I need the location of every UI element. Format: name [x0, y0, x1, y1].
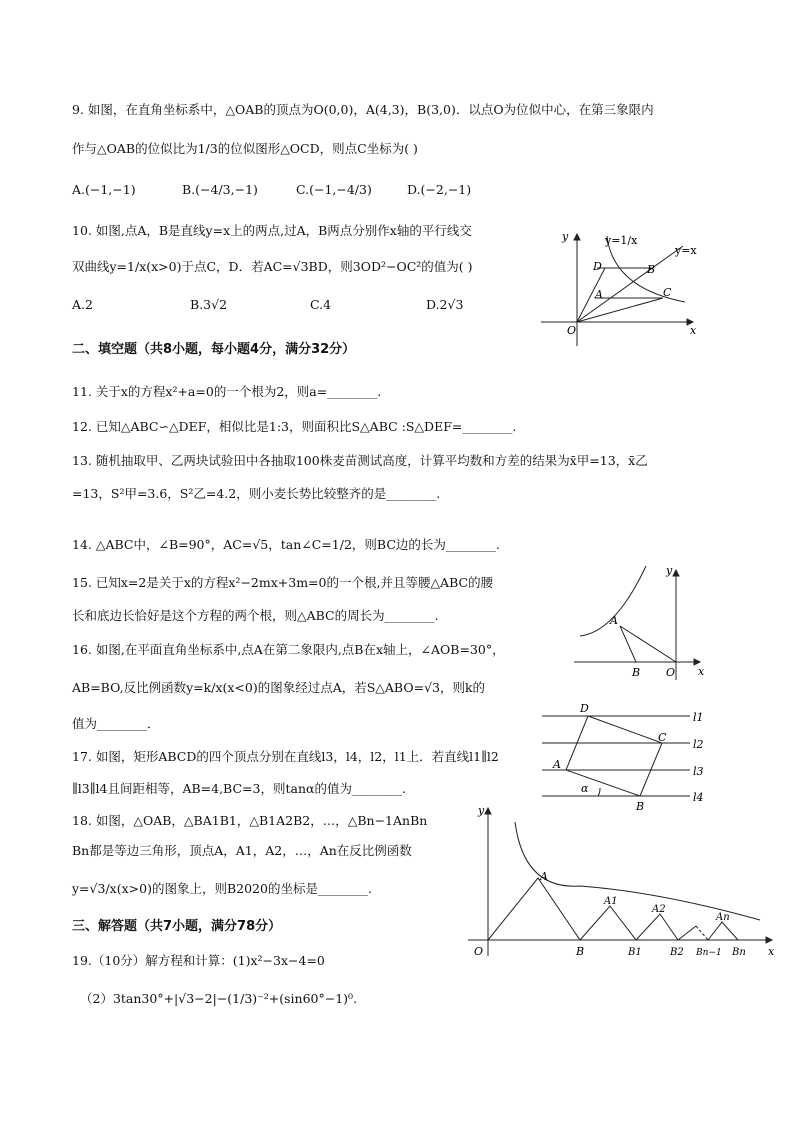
q10-d-label: D: [593, 260, 602, 273]
q18-b2-label: B2: [670, 947, 684, 958]
q18-line2: Bn都是等边三角形，顶点A，A1，A2，…，An在反比例函数: [72, 843, 412, 858]
q18-dashed-segment: [696, 926, 708, 940]
q18-a2-label: A2: [652, 904, 666, 915]
q10-segment-oc: [577, 298, 663, 322]
q16-x-label: x: [698, 665, 705, 678]
q17-figure: [538, 698, 718, 816]
q10-c-label: C: [663, 286, 672, 299]
q15-line1: 15. 已知x=2是关于x的方程x²−2mx+3m=0的一个根,并且等腰△ABC的腰: [72, 575, 494, 590]
q17-l2-label: l2: [693, 738, 704, 751]
q13-line1: 13. 随机抽取甲、乙两块试验田中各抽取100株麦苗测试高度，计算平均数和方差的结果为x̄甲=13，x̄乙: [72, 453, 648, 468]
q12: 12. 已知△ABC∽△DEF，相似比是1:3，则面积比S△ABC :S△DEF=________.: [72, 419, 517, 434]
q18-triangle-oab: [488, 878, 580, 940]
q10-option-b: B.3√2: [190, 297, 228, 312]
q10-a-label: A: [595, 288, 603, 301]
q10-curve-label: y=1/x: [605, 234, 638, 247]
q18-y-label: y: [478, 804, 485, 817]
q17-l3-label: l3: [693, 765, 704, 778]
q16-figure: [570, 562, 715, 684]
q18-triangle-b1a2b2: [636, 914, 678, 940]
q18-an-label: An: [716, 912, 730, 923]
section-2-heading: 二、填空题（共8小题，每小题4分，满分32分）: [72, 342, 356, 357]
q16-line2: AB=BO,反比例函数y=k/x(x<0)的图象经过点A，若S△ABO=√3，则k的: [72, 680, 486, 695]
q18-hyperbola: [515, 822, 760, 920]
q18-triangle-bn1-an-bn: [708, 922, 738, 940]
q17-b-label: B: [636, 800, 645, 813]
q18-figure: [460, 800, 785, 962]
q10-line-label: y=x: [675, 244, 697, 257]
q19-line2: （2）3tan30°+|√3−2|−(1/3)⁻²+(sin60°−1)⁰.: [80, 991, 358, 1006]
q13-line2: =13，S²甲=3.6，S²乙=4.2，则小麦长势比较整齐的是________.: [72, 486, 441, 501]
q19-line1: 19.（10分）解方程和计算：(1)x²−3x−4=0: [72, 953, 325, 968]
q16-a-label: A: [610, 614, 618, 627]
q17-c-label: C: [658, 731, 667, 744]
q18-bn1-label: Bn−1: [696, 948, 722, 958]
q17-a-label: A: [553, 758, 561, 771]
q15-line2: 长和底边长恰好是这个方程的两个根，则△ABC的周长为________.: [72, 608, 439, 623]
q16-line3: 值为________．: [72, 716, 160, 731]
q18-o-label: O: [474, 945, 484, 958]
q17-d-label: D: [580, 702, 589, 715]
q18-triangle-ba1b1: [580, 906, 636, 940]
q10-option-d: D.2√3: [426, 297, 464, 312]
q18-b-label: B: [576, 945, 585, 958]
q10-option-c: C.4: [310, 297, 332, 312]
q18-a1-label: A1: [604, 896, 618, 907]
q9-option-b: B.(−4/3,−1): [182, 182, 258, 197]
q18-a-label: A: [540, 870, 548, 883]
q10-line-y-eq-x: [577, 246, 683, 322]
q17-angle-alpha: [598, 788, 600, 796]
q10-o-label: O: [567, 324, 577, 337]
q17-alpha-label: α: [581, 782, 589, 795]
q18-line1: 18. 如图，△OAB，△BA1B1，△B1A2B2，…，△Bn−1AnBn: [72, 813, 428, 828]
section-3-heading: 三、解答题（共7小题，满分78分）: [72, 919, 282, 934]
q18-b1-label: B1: [628, 947, 642, 958]
q10-line1: 10. 如图,点A，B是直线y=x上的两点,过A，B两点分别作x轴的平行线交: [72, 223, 472, 238]
q9-option-a: A.(−1,−1): [72, 182, 136, 197]
q17-line2: ∥l3∥l4且间距相等，AB=4,BC=3，则tanα的值为________.: [72, 781, 406, 796]
q11: 11. 关于x的方程x²+a=0的一个根为2，则a=________.: [72, 384, 382, 399]
q18-x-label: x: [768, 945, 775, 958]
q10-line2: 双曲线y=1/x(x>0)于点C，D．若AC=√3BD，则3OD²−OC²的值为( ): [72, 259, 473, 274]
q17-l1-label: l1: [693, 711, 704, 724]
q10-figure: [535, 222, 705, 350]
q16-o-label: O: [666, 666, 676, 679]
q10-option-a: A.2: [72, 297, 93, 312]
q9-line2: 作与△OAB的位似比为1/3的位似图形△OCD，则点C坐标为( ): [72, 141, 418, 156]
q18-bn-label: Bn: [732, 947, 746, 958]
q16-line1: 16. 如图,在平面直角坐标系中,点A在第二象限内,点B在x轴上，∠AOB=30°，: [72, 642, 505, 657]
q16-y-label: y: [666, 564, 673, 577]
q9-line1: 9. 如图，在直角坐标系中，△OAB的顶点为O(0,0)，A(4,3)，B(3,0)．以点O为位似中心，在第三象限内: [72, 102, 654, 117]
q17-l4-label: l4: [693, 791, 704, 804]
q14: 14. △ABC中，∠B=90°，AC=√5，tan∠C=1/2，则BC边的长为________.: [72, 537, 500, 552]
q10-x-label: x: [690, 324, 697, 337]
q10-y-label: y: [562, 230, 569, 243]
q16-b-label: B: [632, 666, 641, 679]
q9-option-d: D.(−2,−1): [407, 182, 472, 197]
q10-b-label: B: [647, 263, 656, 276]
q18-line3: y=√3/x(x>0)的图象上，则B2020的坐标是________.: [72, 881, 372, 896]
q18-segment-b2: [678, 926, 696, 940]
q9-option-c: C.(−1,−4/3): [296, 182, 372, 197]
q17-line1: 17. 如图，矩形ABCD的四个顶点分别在直线l3，l4，l2，l1上．若直线l1∥l2: [72, 749, 499, 764]
